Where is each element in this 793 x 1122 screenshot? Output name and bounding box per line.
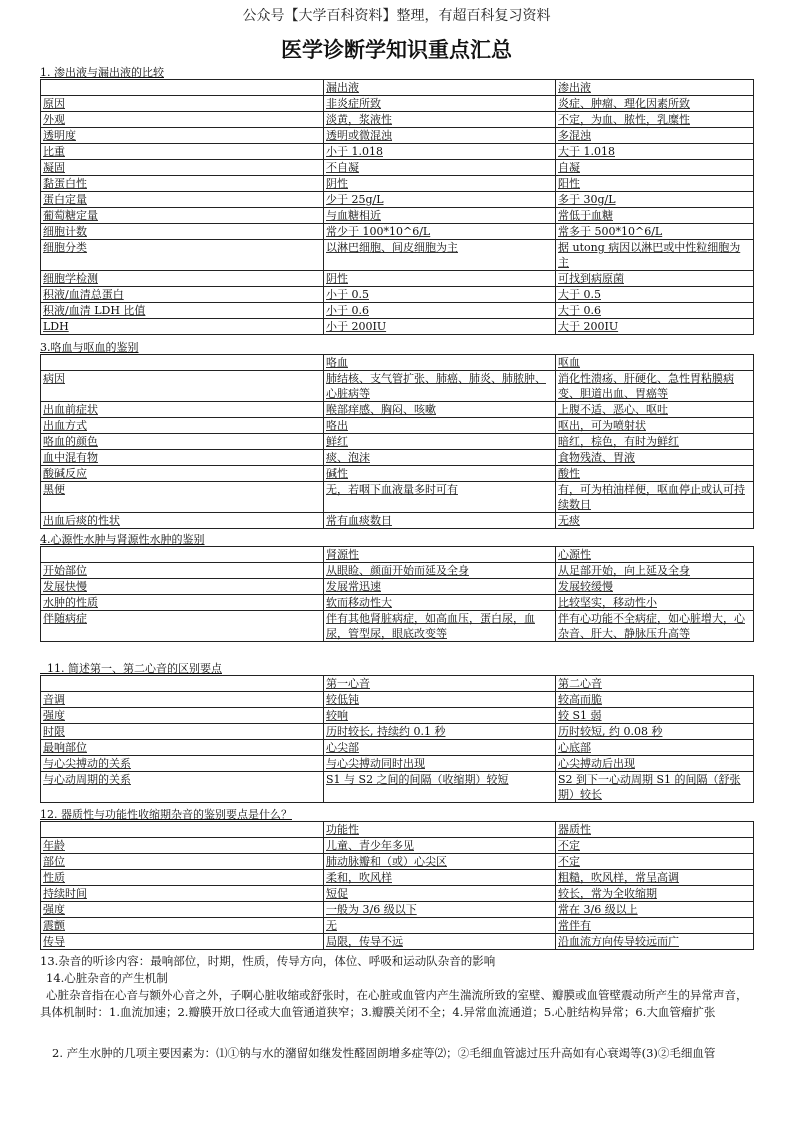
table-row xyxy=(41,303,754,319)
value-cell: 肺结核、支气管扩张、肺癌、肺炎、肺脓肿、心脏病等 xyxy=(324,371,556,402)
value-cell: 短促 xyxy=(324,886,556,902)
header-cell: 呕血 xyxy=(556,355,754,371)
value-cell: 痰、泡沫 xyxy=(324,450,556,466)
row-label-cell: 细胞学检测 xyxy=(41,271,324,287)
header-cell: 渗出液 xyxy=(556,80,754,96)
table-row xyxy=(41,918,754,934)
value-cell: 从足部开始，向上延及全身 xyxy=(556,563,754,579)
header-cell xyxy=(41,547,324,563)
table-row xyxy=(41,402,754,418)
value-cell: 暗红，棕色，有时为鲜红 xyxy=(556,434,754,450)
header-cell xyxy=(41,676,324,692)
row-label-cell: 积液/血清 LDH 比值 xyxy=(41,303,324,319)
value-cell: 较低钝 xyxy=(324,692,556,708)
row-label-cell: 与心动周期的关系 xyxy=(41,772,324,803)
value-cell: 上腹不适、恶心、呕吐 xyxy=(556,402,754,418)
header-cell: 漏出液 xyxy=(324,80,556,96)
row-label-cell: 最响部位 xyxy=(41,740,324,756)
value-cell: 消化性溃疡、肝硬化、急性胃粘膜病变、胆道出血、胃癌等 xyxy=(556,371,754,402)
value-cell: 较高而脆 xyxy=(556,692,754,708)
section-title: 1. 渗出液与漏出液的比较 xyxy=(40,66,164,79)
body-paragraph: 14.心脏杂音的产生机制 xyxy=(46,971,168,985)
table-row xyxy=(41,176,754,192)
table-row xyxy=(41,434,754,450)
row-label-cell: 细胞计数 xyxy=(41,224,324,240)
value-cell: 常伴有 xyxy=(556,918,754,934)
table-row xyxy=(41,482,754,513)
comparison-section xyxy=(40,533,748,642)
value-cell: 以淋巴细胞、间皮细胞为主 xyxy=(324,240,556,271)
header-cell: 功能性 xyxy=(324,822,556,838)
comparison-section xyxy=(40,66,748,335)
row-label-cell: 强度 xyxy=(41,902,324,918)
row-label-cell: 比重 xyxy=(41,144,324,160)
row-label-cell: 葡萄糖定量 xyxy=(41,208,324,224)
value-cell: 伴有心功能不全病症，如心脏增大，心杂音、肝大、静脉压升高等 xyxy=(556,611,754,642)
table-row xyxy=(41,224,754,240)
value-cell: 与心尖搏动同时出现 xyxy=(324,756,556,772)
value-cell: 透明或微混浊 xyxy=(324,128,556,144)
value-cell: 历时较长, 持续约 0.1 秒 xyxy=(324,724,556,740)
row-label-cell: 细胞分类 xyxy=(41,240,324,271)
comparison-table xyxy=(40,354,754,529)
table-row xyxy=(41,371,754,402)
value-cell: 阴性 xyxy=(324,176,556,192)
table-row xyxy=(41,160,754,176)
header-cell: 器质性 xyxy=(556,822,754,838)
value-cell: 一般为 3/6 级以下 xyxy=(324,902,556,918)
row-label-cell: 出血方式 xyxy=(41,418,324,434)
value-cell: 心尖搏动后出现 xyxy=(556,756,754,772)
table-header-row xyxy=(41,80,754,96)
value-cell: 粗糙，吹风样，常呈高调 xyxy=(556,870,754,886)
table-header-row xyxy=(41,676,754,692)
value-cell: 无痰 xyxy=(556,513,754,529)
row-label-cell: 病因 xyxy=(41,371,324,402)
value-cell: 自凝 xyxy=(556,160,754,176)
row-label-cell: 原因 xyxy=(41,96,324,112)
value-cell: 常低于血糖 xyxy=(556,208,754,224)
table-row xyxy=(41,870,754,886)
row-label-cell: 时限 xyxy=(41,724,324,740)
value-cell: 咯出 xyxy=(324,418,556,434)
value-cell: 不定 xyxy=(556,838,754,854)
value-cell: 常多于 500*10^6/L xyxy=(556,224,754,240)
row-label-cell: 伴随病症 xyxy=(41,611,324,642)
row-label-cell: 年龄 xyxy=(41,838,324,854)
table-row xyxy=(41,595,754,611)
document-title: 医学诊断学知识重点汇总 xyxy=(281,38,512,62)
table-row xyxy=(41,513,754,529)
value-cell: 小于 0.6 xyxy=(324,303,556,319)
comparison-table xyxy=(40,821,754,950)
header-cell: 第二心音 xyxy=(556,676,754,692)
value-cell: 少于 25g/L xyxy=(324,192,556,208)
watermark-header: 公众号【大学百科资料】整理，有超百科复习资料 xyxy=(242,8,551,24)
table-row xyxy=(41,240,754,271)
value-cell: 酸性 xyxy=(556,466,754,482)
value-cell: 小于 1.018 xyxy=(324,144,556,160)
value-cell: 可找到病原菌 xyxy=(556,271,754,287)
value-cell: 鲜红 xyxy=(324,434,556,450)
value-cell: 淡黄，浆液性 xyxy=(324,112,556,128)
value-cell: 大于 0.6 xyxy=(556,303,754,319)
value-cell: 历时较短, 约 0.08 秒 xyxy=(556,724,754,740)
table-row xyxy=(41,563,754,579)
table-row xyxy=(41,772,754,803)
value-cell: 阴性 xyxy=(324,271,556,287)
value-cell: 大于 0.5 xyxy=(556,287,754,303)
table-row xyxy=(41,934,754,950)
value-cell: 不定，为血、脓性，乳糜性 xyxy=(556,112,754,128)
table-row xyxy=(41,692,754,708)
table-row xyxy=(41,271,754,287)
table-row xyxy=(41,902,754,918)
value-cell: 有，可为柏油样便，呕血停止或认可持续数日 xyxy=(556,482,754,513)
value-cell: 伴有其他肾脏病症，如高血压，蛋白尿，血尿，管型尿，眼底改变等 xyxy=(324,611,556,642)
table-row xyxy=(41,886,754,902)
value-cell: 柔和，吹风样 xyxy=(324,870,556,886)
comparison-table xyxy=(40,546,754,642)
comparison-section xyxy=(40,662,748,803)
value-cell: 软而移动性大 xyxy=(324,595,556,611)
row-label-cell: 水肿的性质 xyxy=(41,595,324,611)
header-cell: 肾源性 xyxy=(324,547,556,563)
header-cell: 心源性 xyxy=(556,547,754,563)
value-cell: 沿血流方向传导较远而广 xyxy=(556,934,754,950)
body-paragraph: 心脏杂音指在心音与额外心音之外，子啊心脏收缩或舒张时，在心脏或血管内产生湍流所致的室壁、瓣膜或血管壁震动所产生的异常声音，具体机制时：1.血流加速；2.瓣膜开放口径或大血管通道狭窄；3.瓣膜关闭不全；4.异常血流通道；5.心脏结构异常；6.大血管瘤扩张 xyxy=(40,988,748,1019)
table-row xyxy=(41,208,754,224)
table-row xyxy=(41,144,754,160)
value-cell: 大于 200IU xyxy=(556,319,754,335)
value-cell: 常有血痰数日 xyxy=(324,513,556,529)
row-label-cell: 出血前症状 xyxy=(41,402,324,418)
value-cell: 局限，传导不远 xyxy=(324,934,556,950)
table-row xyxy=(41,740,754,756)
table-row xyxy=(41,838,754,854)
row-label-cell: 震颤 xyxy=(41,918,324,934)
body-paragraph: 2. 产生水肿的几项主要因素为：⑴①钠与水的潴留如继发性醛固朗增多症等⑵；②毛细血管滤过压升高如有心衰竭等(3)②毛细血管 xyxy=(52,1046,716,1060)
value-cell: 非炎症所致 xyxy=(324,96,556,112)
row-label-cell: 酸碱反应 xyxy=(41,466,324,482)
value-cell: S2 到下一心动周期 S1 的间隔（舒张期）较长 xyxy=(556,772,754,803)
header-cell xyxy=(41,822,324,838)
value-cell: 碱性 xyxy=(324,466,556,482)
value-cell: 不定 xyxy=(556,854,754,870)
value-cell: 无，若咽下血液量多时可有 xyxy=(324,482,556,513)
value-cell: 儿童、青少年多见 xyxy=(324,838,556,854)
value-cell: 从眼睑、颜面开始而延及全身 xyxy=(324,563,556,579)
section-title: 12. 器质性与功能性收缩期杂音的鉴别要点是什么？ xyxy=(40,808,292,821)
value-cell: 较长，常为全收缩期 xyxy=(556,886,754,902)
row-label-cell: 黏蛋白性 xyxy=(41,176,324,192)
value-cell: 发展常迅速 xyxy=(324,579,556,595)
row-label-cell: 与心尖搏动的关系 xyxy=(41,756,324,772)
value-cell: 大于 1.018 xyxy=(556,144,754,160)
value-cell: 据 utong 病因以淋巴或中性粒细胞为主 xyxy=(556,240,754,271)
header-cell: 第一心音 xyxy=(324,676,556,692)
header-cell xyxy=(41,355,324,371)
table-row xyxy=(41,708,754,724)
value-cell: 多于 30g/L xyxy=(556,192,754,208)
row-label-cell: 性质 xyxy=(41,870,324,886)
value-cell: 阳性 xyxy=(556,176,754,192)
row-label-cell: 凝固 xyxy=(41,160,324,176)
table-row xyxy=(41,287,754,303)
comparison-table xyxy=(40,675,754,803)
value-cell: 呕出，可为喷射状 xyxy=(556,418,754,434)
value-cell: 肺动脉瓣和（或）心尖区 xyxy=(324,854,556,870)
row-label-cell: 持续时间 xyxy=(41,886,324,902)
row-label-cell: 透明度 xyxy=(41,128,324,144)
table-row xyxy=(41,319,754,335)
row-label-cell: 音调 xyxy=(41,692,324,708)
comparison-table xyxy=(40,79,754,335)
row-label-cell: 积液/血清总蛋白 xyxy=(41,287,324,303)
row-label-cell: 蛋白定量 xyxy=(41,192,324,208)
value-cell: 常在 3/6 级以上 xyxy=(556,902,754,918)
row-label-cell: 传导 xyxy=(41,934,324,950)
value-cell: 比较坚实，移动性小 xyxy=(556,595,754,611)
table-row xyxy=(41,854,754,870)
value-cell: 与血糖相近 xyxy=(324,208,556,224)
table-row xyxy=(41,96,754,112)
value-cell: 不自凝 xyxy=(324,160,556,176)
section-title: 11. 简述第一、第二心音的区别要点 xyxy=(40,662,222,675)
value-cell: 小于 200IU xyxy=(324,319,556,335)
table-row xyxy=(41,128,754,144)
value-cell: 多混浊 xyxy=(556,128,754,144)
table-row xyxy=(41,192,754,208)
header-cell: 咯血 xyxy=(324,355,556,371)
row-label-cell: 发展快慢 xyxy=(41,579,324,595)
value-cell: 心底部 xyxy=(556,740,754,756)
value-cell: 喉部痒感、胸闷、咳嗽 xyxy=(324,402,556,418)
row-label-cell: LDH xyxy=(41,319,324,335)
row-label-cell: 开始部位 xyxy=(41,563,324,579)
table-header-row xyxy=(41,822,754,838)
table-row xyxy=(41,466,754,482)
row-label-cell: 黑便 xyxy=(41,482,324,513)
value-cell: 小于 0.5 xyxy=(324,287,556,303)
body-paragraph: 13.杂音的听诊内容：最响部位，时期，性质，传导方向，体位、呼吸和运动队杂音的影响 xyxy=(40,954,496,968)
row-label-cell: 血中混有物 xyxy=(41,450,324,466)
comparison-section xyxy=(40,341,748,529)
row-label-cell: 部位 xyxy=(41,854,324,870)
section-title: 4.心源性水肿与肾源性水肿的鉴别 xyxy=(40,533,205,546)
table-row xyxy=(41,450,754,466)
section-title: 3.咯血与呕血的鉴别 xyxy=(40,341,139,354)
header-cell xyxy=(41,80,324,96)
table-row xyxy=(41,724,754,740)
table-row xyxy=(41,418,754,434)
value-cell: 较响 xyxy=(324,708,556,724)
value-cell: 炎症、肿瘤、理化因素所致 xyxy=(556,96,754,112)
value-cell: 发展较缓慢 xyxy=(556,579,754,595)
row-label-cell: 外观 xyxy=(41,112,324,128)
comparison-section xyxy=(40,808,748,950)
table-row xyxy=(41,579,754,595)
row-label-cell: 咯血的颜色 xyxy=(41,434,324,450)
table-row xyxy=(41,112,754,128)
table-row xyxy=(41,756,754,772)
value-cell: 较 S1 弱 xyxy=(556,708,754,724)
value-cell: 常少于 100*10^6/L xyxy=(324,224,556,240)
value-cell: S1 与 S2 之间的间隔（收缩期）较短 xyxy=(324,772,556,803)
row-label-cell: 强度 xyxy=(41,708,324,724)
row-label-cell: 出血后痰的性状 xyxy=(41,513,324,529)
value-cell: 无 xyxy=(324,918,556,934)
table-header-row xyxy=(41,547,754,563)
table-header-row xyxy=(41,355,754,371)
value-cell: 食物残渣、胃液 xyxy=(556,450,754,466)
value-cell: 心尖部 xyxy=(324,740,556,756)
table-row xyxy=(41,611,754,642)
